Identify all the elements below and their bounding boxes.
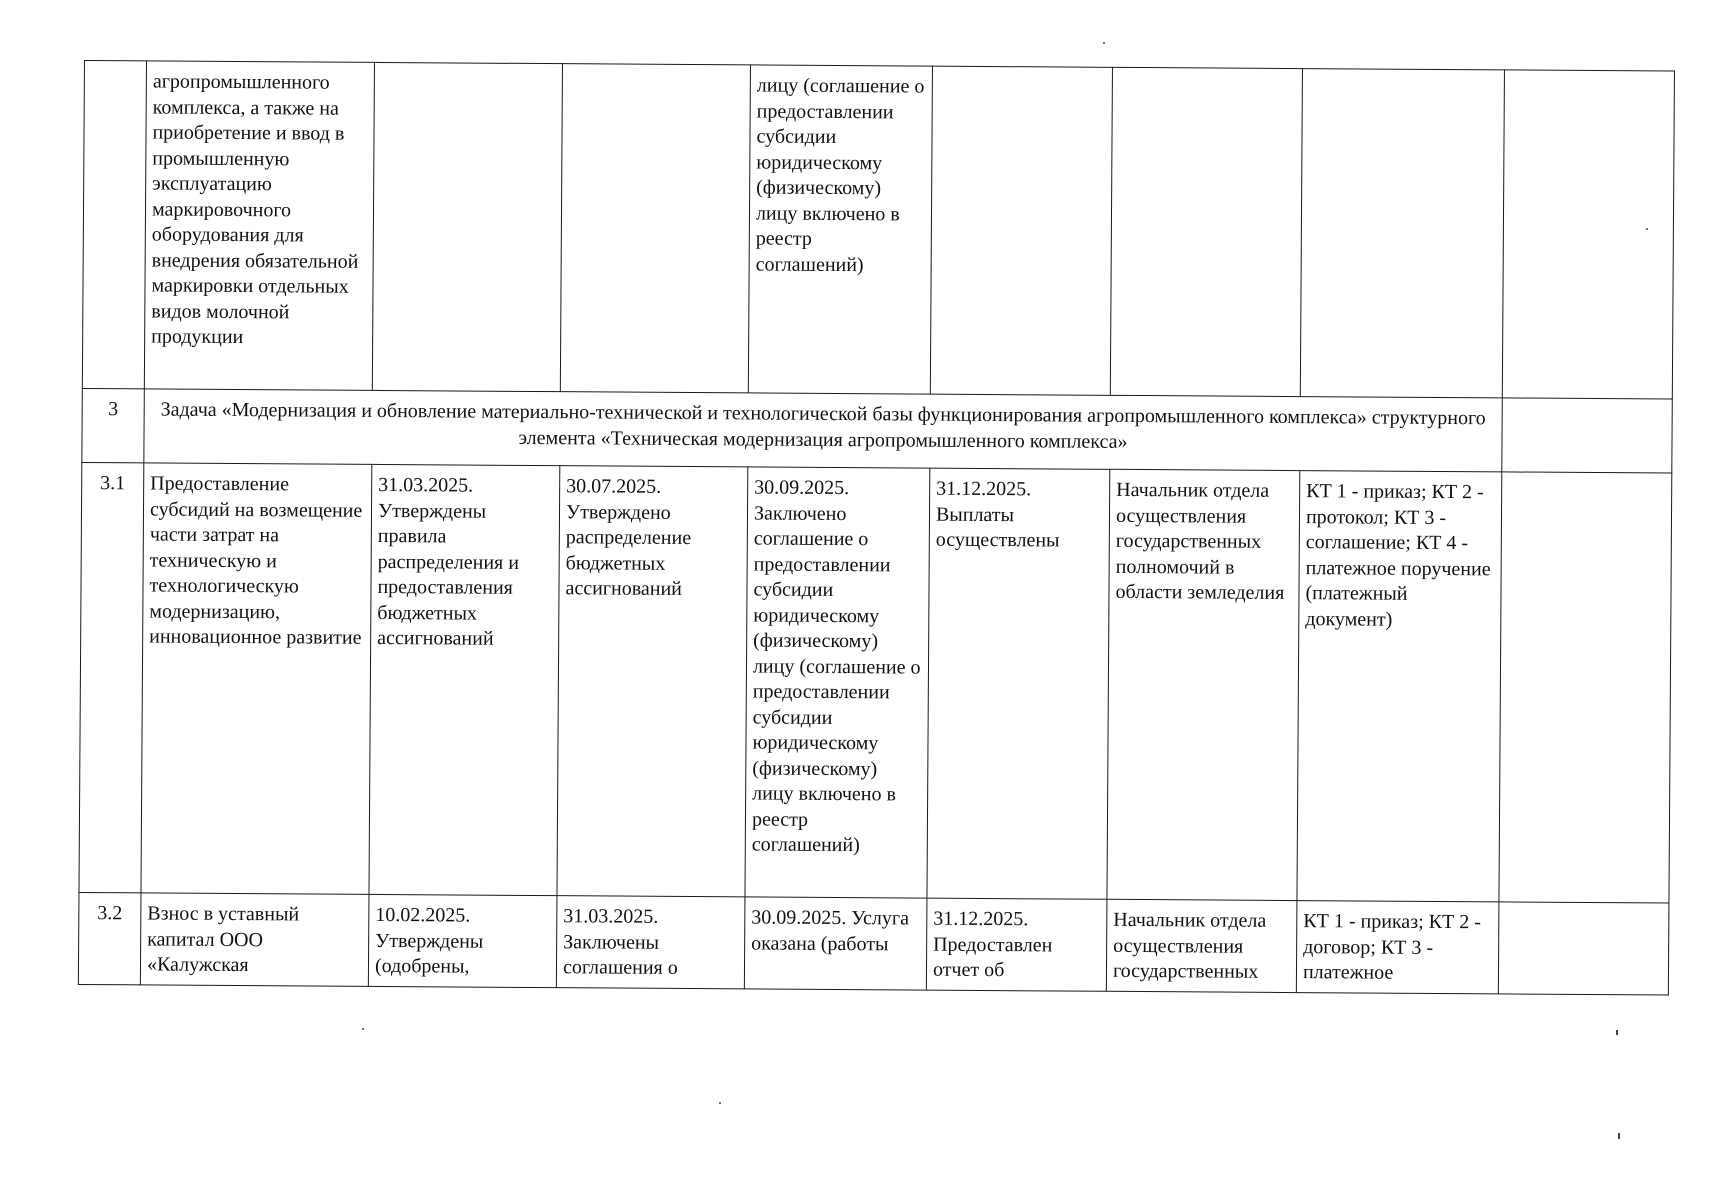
table-row-task [82,388,1672,473]
table-row-3-1 [79,462,1672,903]
cell-num: 3 [82,388,144,462]
cell-extra [1502,398,1672,473]
cell-checkpoint-4: 31.12.2025. Выплаты осуществлены [927,468,1110,899]
cell-task-text: Задача «Модернизация и обновление материально-технической и технологической базы функционирования агропромышленного комплекса» структурного элемента «Техническая модернизация агропромышленного комплекса» [144,389,1502,472]
cell-checkpoint-2: 30.07.2025. Утверждено распределение бюджетных ассигнований [557,466,748,897]
cell-responsible [1110,67,1302,396]
cell-documents: КТ 1 - приказ; КТ 2 - договор; КТ 3 - платежное [1296,901,1499,994]
cell-num [82,61,146,389]
cell-documents: КТ 1 - приказ; КТ 2 - протокол; КТ 3 - соглашение; КТ 4 - платежное поручение (платежный документ) [1297,471,1502,902]
cell-checkpoint-3: 30.09.2025. Заключено соглашение о предоставлении субсидии юридическому (физическому) лицу (соглашение о предоставлении субсидии юридическому (физическому) лицу включено в реестр соглашений) [745,467,930,898]
table-row-continuation [82,61,1674,400]
scan-speck [719,1102,721,1104]
cell-checkpoint-3-text: лицу (соглашение о предоставлении субсидии юридическому (физическому) лицу включено в реестр соглашений) [755,74,925,276]
cell-responsible: Начальник отдела осуществления государственных полномочий в области земледелия [1107,469,1300,900]
cell-checkpoint-1: 31.03.2025. Утверждены правила распределения и предоставления бюджетных ассигнований [369,464,560,895]
cell-checkpoint-3: 30.09.2025. Услуга оказана (работы [744,897,927,990]
scan-speck [1618,1133,1620,1139]
cell-name: Взнос в уставный капитал ООО «Калужская [140,893,369,986]
plan-table [78,60,1675,995]
cell-extra [1499,472,1672,903]
cell-num: 3.1 [79,462,144,892]
cell-checkpoint-1: 10.02.2025. Утверждены (одобрены, [368,894,557,987]
cell-checkpoint-2: 31.03.2025. Заключены соглашения о [556,896,745,989]
cell-checkpoint-4 [930,66,1112,395]
cell-extra [1502,70,1674,399]
table-row-3-2 [78,892,1669,994]
cell-name-text: агропромышленного комплекса, а также на приобретение и ввод в промышленную эксплуатацию маркировочного оборудования для внедрения обязательной маркировки отдельных видов молочной продукции [151,70,359,349]
cell-num: 3.2 [78,892,141,984]
scan-speck [1103,42,1105,44]
cell-responsible: Начальник отдела осуществления государственных [1106,899,1297,992]
scan-speck [1616,1030,1618,1035]
cell-checkpoint-2 [560,64,750,393]
scan-speck [1646,228,1648,230]
cell-name [144,61,374,391]
cell-documents [1300,69,1504,398]
cell-checkpoint-4: 31.12.2025. Предоставлен отчет об [926,898,1107,991]
cell-name: Предоставление субсидий на возмещение части затрат на техническую и технологическую модернизацию, инновационное развитие [141,463,372,895]
cell-checkpoint-3 [748,65,932,394]
cell-checkpoint-1 [372,62,562,391]
scan-speck [362,1028,364,1030]
cell-extra [1498,902,1669,995]
